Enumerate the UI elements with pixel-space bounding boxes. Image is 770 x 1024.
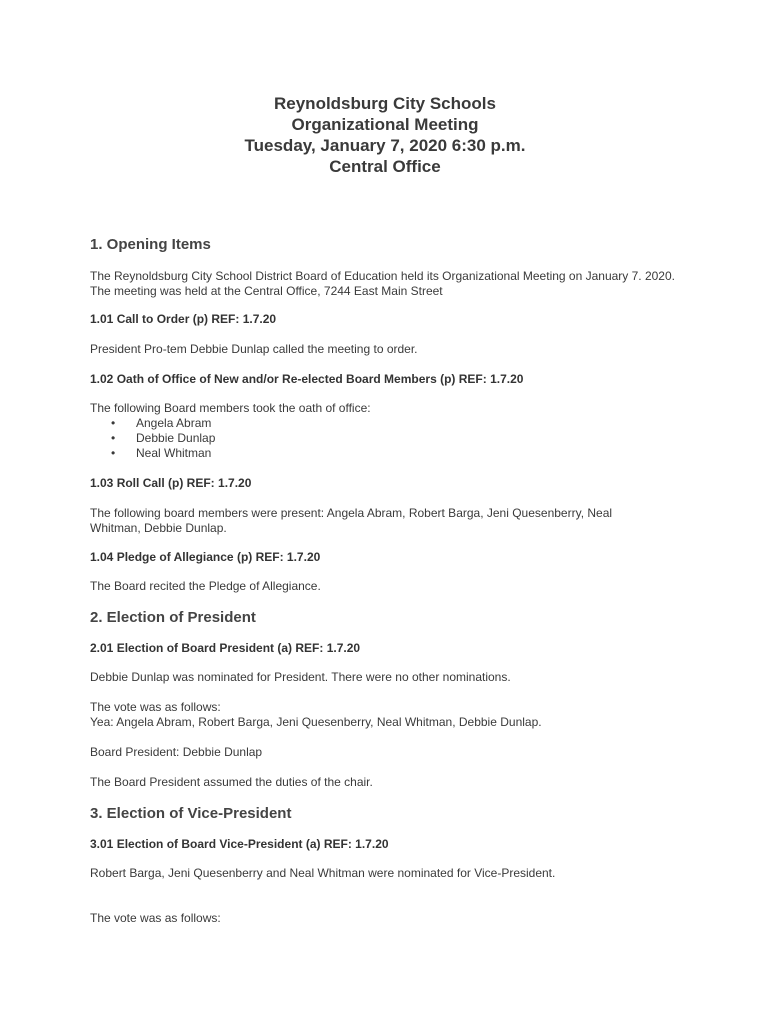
president-vote-yea: Yea: Angela Abram, Robert Barga, Jeni Quesenberry, Neal Whitman, Debbie Dunlap. bbox=[90, 715, 542, 729]
bullet-icon: • bbox=[111, 431, 116, 445]
president-nomination-text: Debbie Dunlap was nominated for President. There were no other nominations. bbox=[90, 670, 511, 684]
bullet-icon: • bbox=[111, 446, 116, 460]
opening-intro-paragraph: The Reynoldsburg City School District Board of Education held its Organizational Meeting on January 7. 2020. The meeting was held at the Central Office, 7244 East Main Street bbox=[90, 269, 675, 298]
item-heading-pledge: 1.04 Pledge of Allegiance (p) REF: 1.7.20 bbox=[90, 550, 321, 564]
item-heading-call-to-order: 1.01 Call to Order (p) REF: 1.7.20 bbox=[90, 312, 277, 326]
bullet-icon: • bbox=[111, 416, 116, 430]
item-heading-election-vice-president: 3.01 Election of Board Vice-President (a) REF: 1.7.20 bbox=[90, 837, 389, 851]
call-to-order-text: President Pro-tem Debbie Dunlap called the meeting to order. bbox=[90, 342, 418, 356]
title-date-time: Tuesday, January 7, 2020 6:30 p.m. bbox=[244, 136, 526, 155]
title-location: Central Office bbox=[329, 157, 441, 176]
president-chair-text: The Board President assumed the duties of the chair. bbox=[90, 775, 373, 789]
section-heading-election-president: 2. Election of President bbox=[90, 609, 256, 626]
item-heading-oath-of-office: 1.02 Oath of Office of New and/or Re-elected Board Members (p) REF: 1.7.20 bbox=[90, 372, 524, 386]
list-item: • Debbie Dunlap bbox=[111, 431, 216, 445]
oath-members-list bbox=[90, 416, 690, 461]
vice-president-nomination-text: Robert Barga, Jeni Quesenberry and Neal Whitman were nominated for Vice-President. bbox=[90, 866, 556, 880]
document-title-block bbox=[0, 93, 770, 177]
section-heading-election-vice-president: 3. Election of Vice-President bbox=[90, 805, 292, 822]
pledge-text: The Board recited the Pledge of Allegiance. bbox=[90, 579, 321, 593]
title-district: Reynoldsburg City Schools bbox=[274, 94, 496, 113]
president-result: Board President: Debbie Dunlap bbox=[90, 745, 263, 759]
list-item: • Neal Whitman bbox=[111, 446, 212, 460]
vice-president-vote-intro: The vote was as follows: bbox=[90, 911, 221, 925]
title-meeting-type: Organizational Meeting bbox=[291, 115, 479, 134]
document-body bbox=[90, 235, 690, 926]
oath-of-office-text: The following Board members took the oath of office: bbox=[90, 401, 371, 415]
roll-call-text: The following board members were present: Angela Abram, Robert Barga, Jeni Quesenberry, Neal Whitman, Debbie Dunlap. bbox=[90, 506, 613, 535]
section-heading-opening-items: 1. Opening Items bbox=[90, 236, 211, 253]
item-heading-roll-call: 1.03 Roll Call (p) REF: 1.7.20 bbox=[90, 476, 252, 490]
president-vote-intro: The vote was as follows: bbox=[90, 700, 221, 714]
item-heading-election-president: 2.01 Election of Board President (a) REF: 1.7.20 bbox=[90, 641, 361, 655]
list-item: • Angela Abram bbox=[111, 416, 212, 430]
